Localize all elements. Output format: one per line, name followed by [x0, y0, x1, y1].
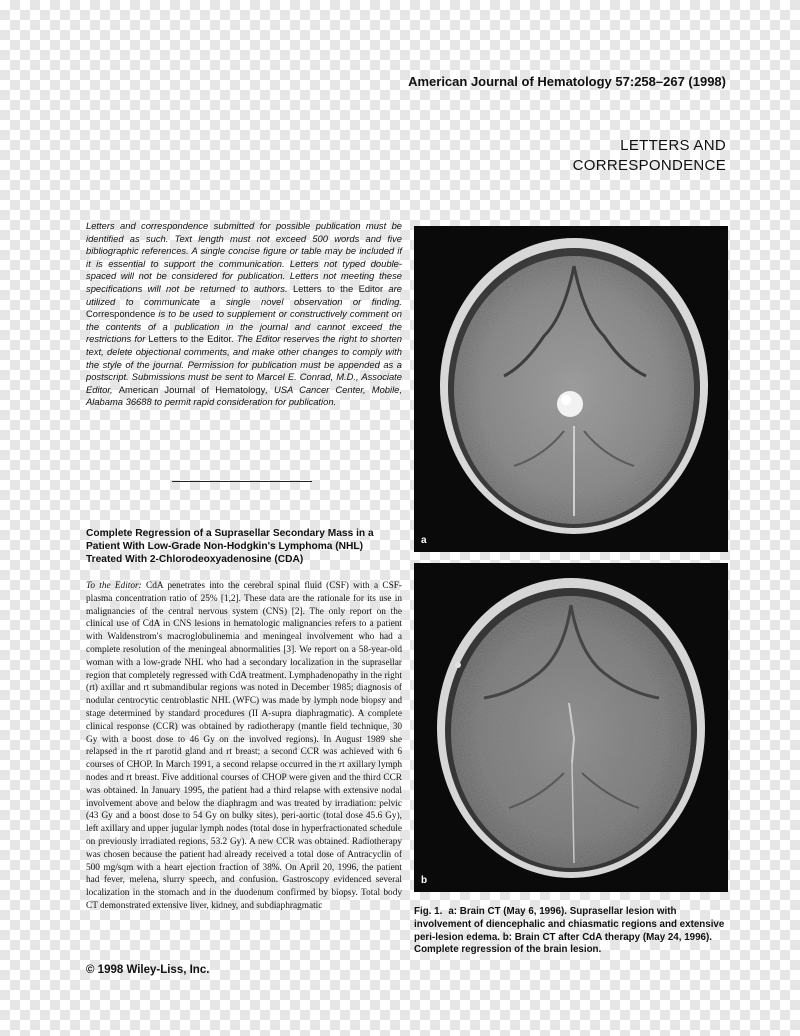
brain-ct-scan-b	[414, 563, 728, 892]
guidelines-segment: Letters to the Editor.	[148, 333, 234, 345]
guidelines-segment: The Editor reserves the right to shorten text, delete objectional comments, and make other changes to comply with the style of the journal. Permission for publication must be appended as a postscript. Submissions must be sent to Marcel E. Conrad, M.D., Associate Editor,	[86, 333, 403, 395]
article-title: Complete Regression of a Suprasellar Secondary Mass in a Patient With Low-Grade Non-Hodgkin's Lymphoma (NHL) Treated With 2-Chlorodeoxyadenosine (CDA)	[86, 528, 374, 565]
figure-caption	[414, 906, 728, 957]
salutation: To the Editor:	[86, 581, 142, 591]
guidelines-segment: Letters to the Editor	[292, 282, 384, 294]
ct-image-panel-a	[414, 226, 728, 552]
article-body-text: CdA penetrates into the cerebral spinal fluid (CSF) with a CSF-plasma concentration ratio of 25% [1,2]. These data are the rationale for its use in malignancies of the central nervous system (CNS) [2]. The only report on the clinical use of CdA in CNS lesions in hematologic malignancies refers to a patient with Waldenstrom's macroglobulinemia and meningeal involvement who had a complete resolution of the meningeal abnormalities [3]. We report on a 58-year-old woman with a low-grade NHL who had a secondary localization in the suprasellar region that completely regressed with CdA treatment. Lymphadenopathy in the right (rt) axillar and rt submandibular regions was noted in December 1985; diagnosis of nodular centrocytic centroblastic NHL (WFC) was made by lymph node biopsy and stage determined by standard procedures (II A-supra diaphragmatic). A complete clinical response (CCR) was obtained by radiotherapy (mantle field technique, 30 Gy with a boost dose to 46 Gy on the involved regions). In August 1989 she relapsed in the rt parotid gland and rt breast; a second CCR was achieved with 6 courses of CHOP. In March 1991, a second relapse occurred in the rt axillary lymph nodes and rt breast. Five additional courses of CHOP were given and the third CCR was obtained. In January 1995, the patient had a third relapse with extensive nodal involvement above and below the diaphragm and was treated by irradiation: pelvic (43 Gy and a boost dose to 54 Gy on bulky sites), peri-aortic (total dose 45.6 Gy), left axillary and upper jugular lymph nodes (total dose in hyperfractionated schedule on previously irradiated regions, 53.2 Gy). A new CCR was obtained. Radiotherapy was chosen because the patient had already received a total dose of Antracyclin of 500 mg/sqm with a heart ejection fraction of 38%. On April 20, 1996, the patient had fever, melena, slurry speech, and confusion. Gastroscopy evidenced several localization in the stomach and in the duodenum confirmed by biopsy. Total body CT demonstrated extensive liver, kidney, and subdiaphragmatic	[86, 581, 402, 911]
brain-ct-scan-a	[414, 226, 728, 552]
figure-number: Fig. 1.	[414, 906, 443, 917]
submission-guidelines	[86, 220, 402, 409]
figure-caption-text: a: Brain CT (May 6, 1996). Suprasellar lesion with involvement of diencephalic and chiasmatic regions and extensive peri-lesion edema. b: Brain CT after CdA therapy (May 24, 1996). Complete regression of the brain lesion.	[414, 906, 725, 956]
panel-label-a: a	[421, 535, 427, 546]
guidelines-segment: American Journal of Hematology	[118, 383, 266, 395]
guidelines-segment: Letters and correspondence submitted for possible publication must be identified as such. Text length must not exceed 500 words and five bibliographic references. A single concise figure or table may be included if it is essential to support the communication. Letters not typed double-spaced will not be considered for publication. Letters not meeting these specifications will not be returned to authors.	[86, 220, 402, 294]
guidelines-segment: Correspondence	[86, 308, 156, 320]
copyright-notice: © 1998 Wiley-Liss, Inc.	[86, 964, 210, 976]
panel-label-b: b	[421, 875, 428, 886]
section-title: LETTERS AND CORRESPONDENCE	[572, 137, 726, 174]
section-divider	[172, 481, 312, 482]
article-body	[86, 580, 402, 960]
journal-citation: American Journal of Hematology 57:258–267 (1998)	[408, 74, 726, 89]
ct-image-panel-b	[414, 563, 728, 892]
guidelines-segment: is to be used to supplement or constructively comment on the contents of a publication in the journal and cannot exceed the restrictions for	[86, 308, 402, 345]
guidelines-segment: are utilized to communicate a single novel observation or finding.	[86, 282, 402, 307]
guidelines-segment: , USA Cancer Center, Mobile, Alabama 36688 to permit rapid consideration for publication.	[86, 383, 402, 408]
